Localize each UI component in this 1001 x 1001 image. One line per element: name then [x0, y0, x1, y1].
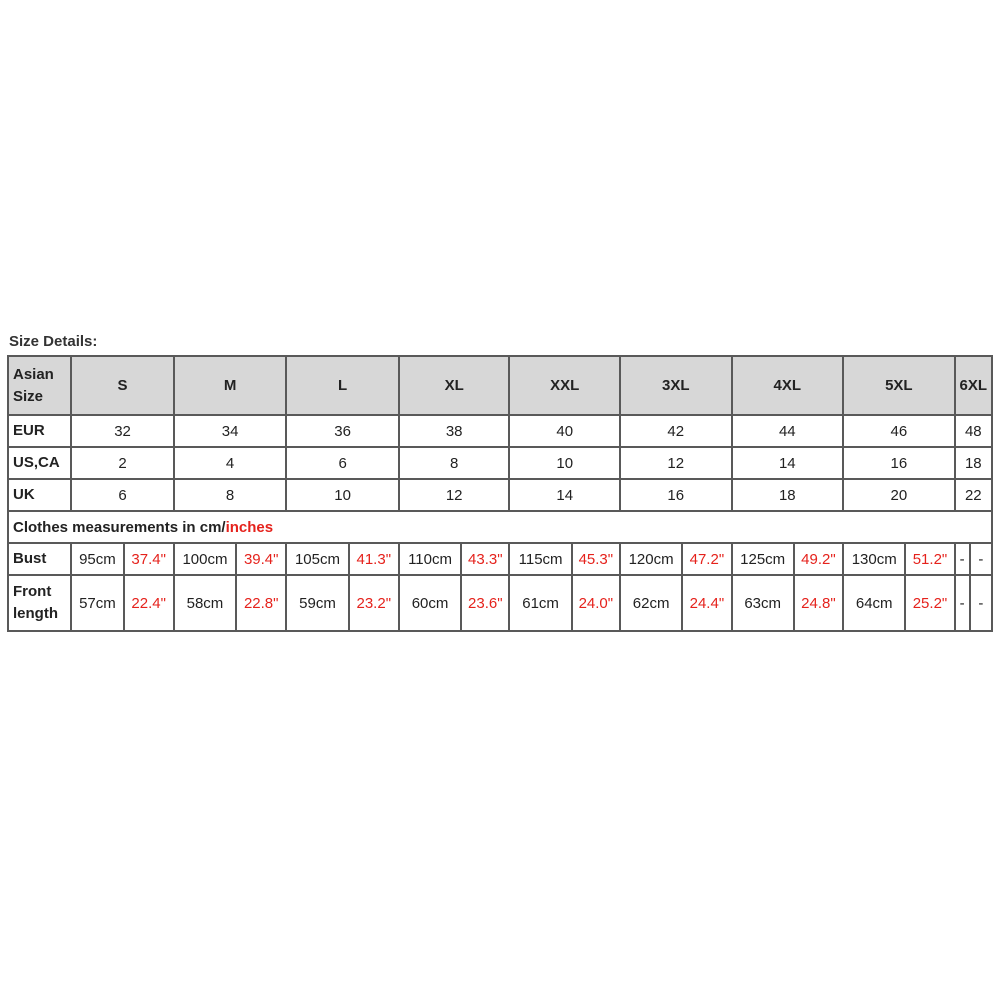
inch-cell: 49.2"	[794, 543, 843, 575]
table-cell: 46	[843, 415, 955, 447]
table-cell: 6	[286, 447, 399, 479]
table-cell: 14	[509, 479, 620, 511]
inch-cell: 24.4"	[682, 575, 731, 631]
table-cell: 2	[71, 447, 174, 479]
row-label: EUR	[8, 415, 71, 447]
table-cell: 40	[509, 415, 620, 447]
table-cell: 42	[620, 415, 732, 447]
cm-cell: -	[955, 543, 970, 575]
table-cell: 44	[732, 415, 844, 447]
row-label: Bust	[8, 543, 71, 575]
size-header-6xl: 6XL	[955, 356, 992, 415]
table-cell: 8	[399, 447, 510, 479]
table-cell: 12	[620, 447, 732, 479]
size-chart-table	[7, 355, 993, 632]
size-header-5xl: 5XL	[843, 356, 955, 415]
measurement-header-row	[8, 511, 992, 543]
inch-cell: 39.4"	[236, 543, 286, 575]
cm-cell: 61cm	[509, 575, 571, 631]
uk-row	[8, 479, 992, 511]
cm-cell: 62cm	[620, 575, 682, 631]
row-label: Front length	[8, 575, 71, 631]
size-header-xl: XL	[399, 356, 510, 415]
cm-cell: 110cm	[399, 543, 461, 575]
cm-cell: 115cm	[509, 543, 571, 575]
us-ca-row	[8, 447, 992, 479]
inch-cell: 51.2"	[905, 543, 954, 575]
cm-cell: 57cm	[71, 575, 123, 631]
table-cell: 22	[955, 479, 992, 511]
cm-cell: 58cm	[174, 575, 236, 631]
size-header-l: L	[286, 356, 399, 415]
table-cell: 8	[174, 479, 287, 511]
measurement-label-highlight: inches	[225, 518, 274, 536]
inch-cell: 24.0"	[572, 575, 620, 631]
table-cell: 12	[399, 479, 510, 511]
measurement-label-prefix: Clothes measurements in cm/	[13, 518, 226, 536]
cm-cell: 63cm	[732, 575, 794, 631]
cm-cell: 105cm	[286, 543, 348, 575]
cm-cell: 64cm	[843, 575, 905, 631]
table-cell: 10	[509, 447, 620, 479]
inch-cell: 23.2"	[349, 575, 399, 631]
table-cell: 10	[286, 479, 399, 511]
table-cell: 48	[955, 415, 992, 447]
table-cell: 4	[174, 447, 287, 479]
row-label: US,CA	[8, 447, 71, 479]
cm-cell: 130cm	[843, 543, 905, 575]
inch-cell: -	[970, 543, 992, 575]
table-cell: 20	[843, 479, 955, 511]
table-cell: 16	[843, 447, 955, 479]
size-header-xxl: XXL	[509, 356, 620, 415]
inch-cell: 25.2"	[905, 575, 954, 631]
front-length-row	[8, 575, 992, 631]
inch-cell: -	[970, 575, 992, 631]
inch-cell: 24.8"	[794, 575, 843, 631]
inch-cell: 43.3"	[461, 543, 509, 575]
inch-cell: 22.8"	[236, 575, 286, 631]
cm-cell: 59cm	[286, 575, 348, 631]
table-cell: 32	[71, 415, 174, 447]
size-header-3xl: 3XL	[620, 356, 732, 415]
table-cell: 34	[174, 415, 287, 447]
size-header-row	[8, 356, 992, 415]
size-header-m: M	[174, 356, 287, 415]
cm-cell: 60cm	[399, 575, 461, 631]
cm-cell: 125cm	[732, 543, 794, 575]
cm-cell: 120cm	[620, 543, 682, 575]
size-header-s: S	[71, 356, 174, 415]
inch-cell: 23.6"	[461, 575, 509, 631]
inch-cell: 37.4"	[124, 543, 174, 575]
bust-row	[8, 543, 992, 575]
cm-cell: 95cm	[71, 543, 123, 575]
table-cell: 36	[286, 415, 399, 447]
table-cell: 14	[732, 447, 844, 479]
corner-label: Asian Size	[8, 356, 71, 415]
table-cell: 6	[71, 479, 174, 511]
size-header-4xl: 4XL	[732, 356, 844, 415]
inch-cell: 45.3"	[572, 543, 620, 575]
inch-cell: 22.4"	[124, 575, 174, 631]
inch-cell: 47.2"	[682, 543, 731, 575]
measurement-section-label	[8, 511, 992, 543]
eur-row	[8, 415, 992, 447]
table-cell: 18	[955, 447, 992, 479]
row-label: UK	[8, 479, 71, 511]
cm-cell: 100cm	[174, 543, 236, 575]
table-cell: 18	[732, 479, 844, 511]
table-cell: 38	[399, 415, 510, 447]
inch-cell: 41.3"	[349, 543, 399, 575]
cm-cell: -	[955, 575, 970, 631]
section-heading: Size Details:	[9, 333, 98, 350]
table-cell: 16	[620, 479, 732, 511]
